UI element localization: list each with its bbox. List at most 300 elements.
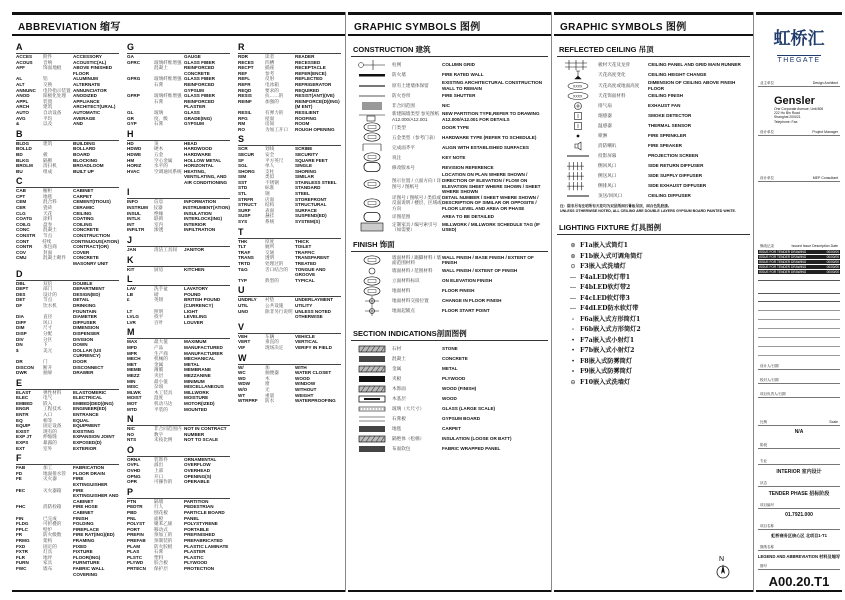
finish-legend-row [348,255,551,266]
construction-title: CONSTRUCTION 建筑 [351,42,548,57]
abbreviation-en: MEMBRANE [184,367,212,373]
lighting-row [554,367,753,378]
abbreviation-code: AVG [16,115,26,121]
symbol-cell [352,374,392,384]
abbreviation-cn: 胶合板 [154,560,168,566]
scale-value: N/A [794,428,804,435]
legend-label-cn: 说注 [392,154,402,160]
symbol-cell [558,161,598,171]
abbreviation-en: DIAMETER [73,314,97,320]
abbreviation-code: TYP [238,277,247,283]
abbreviation-en: BOLLARD [73,146,96,152]
symbol-cell [558,191,598,201]
phase-field: 阶段 [758,443,840,449]
abbreviation-cn: 隔断 [43,157,53,163]
abbreviation-row [16,348,119,359]
abbreviation-cn: 饮水机 [43,302,57,308]
abbreviation-cn: 交通 [265,249,275,255]
abbreviation-code: & [16,121,20,127]
abbreviation-code: AFF [16,65,25,71]
abbreviation-code: W/ [238,364,244,370]
abbreviation-code: PRTECN [127,565,146,571]
abbreviation-row [127,566,230,572]
abbreviation-en: VERTICAL [295,339,318,345]
abbreviation-cn: 处理过的 [265,261,284,266]
legend-label-en: FABRIC WRAPPED PANEL [442,446,501,452]
abbreviation-code: CPT [16,193,26,199]
legend-label-en: CONCRETE [442,356,468,362]
abbreviation-en: OPERABLE [184,479,210,485]
abbreviation-en: FIXED [73,543,87,549]
abbreviation-code: HORIZ [127,163,142,169]
abbreviation-code: INFILTR [127,227,145,233]
abbreviation-en: HEATING, VENTILATING, AND AIR CONDITIONING [184,168,228,185]
revision-list [756,250,842,274]
abbreviation-en: MILLWORK [184,389,210,395]
top-rule [12,12,345,15]
section-legend-row [348,374,551,384]
abbreviation-code: PORT [127,526,140,532]
abbreviation-en: DOOR [73,358,87,364]
legend-label-en: CEILING DIFFUSER [648,193,691,199]
abbreviation-en: ACCESSORY [73,54,102,59]
abbreviation-cn: 无 [265,386,270,392]
revision-date: 00/00/00 [826,269,839,274]
abbreviation-code: FE [16,476,22,482]
abbreviation-code: EXPS [16,440,29,446]
legend-label-cn: 详图号 / 图纸号 / 类似或反面说明 / 楼层、区域或方向 [392,194,442,211]
abbreviation-en: ORNAMENTAL [184,456,217,462]
abbreviation-en: RECESSED [295,59,321,65]
abbreviation-en: ENTRANCE [73,412,99,418]
abbreviation-code: MFD [127,344,137,350]
abbreviation-code: DIFF [16,319,27,325]
abbreviation-cn: 杂项 [154,384,164,390]
drawing-title-field: 图纸名称 [758,545,840,551]
abbreviation-en: MISCELLANEOUS [184,384,224,390]
finish-legend-row [348,286,551,296]
abbreviation-code: PLSTC [127,554,143,560]
abbreviation-code: BU [16,168,23,174]
abbreviation-cn: 分配 [43,330,53,336]
abbreviation-en: INSULATION [184,210,212,216]
abbreviation-cn: 厕所 [265,244,275,250]
abbreviation-en: ENGINEER(ED) [73,406,107,412]
abbreviation-code: SGL [238,163,248,169]
abbreviation-cn: 预加工的 [154,532,173,538]
legend-label-en: CEILING HEIGHT CHANGE [648,72,707,78]
abbreviation-cn: 最大值 [154,339,168,345]
abbreviation-code: REFR [238,81,251,87]
abbreviation-cn: 装饰件 [154,456,168,462]
abbreviation-row [16,370,119,376]
legend-label-en: CARPET [442,426,461,432]
abbreviation-en: FIRE RAT(ING)(ED) [73,532,115,538]
top-rule [756,12,842,15]
legend-label-en: WALL FINISH / BASE FINISH / EXTENT OF FINISH [442,254,534,266]
abbreviation-cn: 壁炉 [43,526,53,532]
abbreviation-row [127,479,230,485]
abbreviation-en: PROTECTION [184,565,215,571]
ceiling-diffuser-icon [561,191,595,201]
abbreviation-cn: 节点 [43,297,53,303]
abbreviation-en: CONSTRUCTION [73,233,111,239]
abbreviation-code: WT [238,392,246,398]
abbreviation-cn: 灭火器箱 [43,487,62,493]
abbreviation-code: LT [127,308,133,314]
abbreviation-en: BRITISH POUND (CURRENCY) [184,297,221,308]
floor-change-icon [355,296,389,306]
revision-description: ISSUE FOR TENDER DRAWING [759,264,807,269]
abbreviation-code: POLYST [127,521,145,527]
abbreviation-cn: 家具 [43,560,53,566]
legend-label-en: FLOOR FINISH [442,288,475,294]
abbreviation-cn: 混凝土 [43,227,57,233]
section-legend-row [348,434,551,444]
drawing-number-field: 图号 [758,564,840,570]
section-legend-row [348,424,551,434]
legend-label-en: FIRE SPEAKER [648,143,682,149]
abbreviation-en: REINFORCE(D)(ING)(M ENT) [295,98,340,110]
abbreviation-code: CLG [16,210,26,216]
finish-legend-row [348,306,551,316]
abbreviation-cn: 标准 [265,185,275,191]
ceiling-legend-row [554,111,753,121]
abbreviation-cn: 工程技术 [43,406,62,412]
abbreviation-cn: 五金 [154,151,164,157]
abbreviation-code: RFG [238,115,248,121]
lighting-row [554,346,753,357]
ceiling-note-en: UNLESS OTHERWISE NOTED, ALL CEILING ARE DOUBLE LAYERS GYPSUM BOARD PAINTED WHITE. [560,208,736,213]
revision-description: ISSUE FOR TENDER DRAWING [759,249,807,254]
legend-label-cn: 详图范围 [392,213,411,219]
existing-wall-icon [355,81,389,91]
revision-date: 00/00/00 [826,249,839,254]
abbreviation-code: UTIL [238,302,249,308]
lighting-row [554,336,753,347]
abbreviation-code: STL [238,191,247,197]
symbol-cell [352,198,392,208]
ceiling-legend-row [554,141,753,151]
legend-label-cn: 板材天花及龙骨 [598,62,631,68]
abbreviation-en: ELECTRICAL [73,395,103,401]
wood-finish-hatch-icon [355,384,389,394]
abbreviation-code: CER [16,205,26,211]
project-name-value: 虹桥商务区核心区 北项目1-T1 [771,532,827,538]
legend-label-en: GLASS (LARGE SCALE) [442,406,496,412]
abbreviation-en: WITHOUT [295,386,317,392]
abbreviation-code: STRFR [238,196,254,202]
abbreviation-row [16,476,119,487]
letter-heading: D [16,269,119,281]
abbreviation-code: FHC [16,504,26,510]
abbreviation-cn: 塑料 [154,554,164,560]
abbreviation-cn: 支柱 [265,168,275,174]
abbreviation-en: MINIMUM [184,378,205,384]
abbreviation-code: NO [127,431,134,437]
abbreviation-cn: 相等 [43,417,53,423]
abbreviation-en: PORTABLE [184,526,209,532]
construction-legend-row [348,60,551,70]
legend-label-en: NIC [442,103,450,109]
abbreviation-cn: 玻璃纤维增强石膏 [154,93,182,104]
abbreviation-cn: 舌口结合的 [265,266,288,272]
abbreviation-cn: 读者 [265,54,275,59]
abbreviation-cn: 玻璃纤维增强石膏 [154,76,182,87]
graphic-symbols-panel [348,12,552,592]
letter-heading: O [127,445,230,457]
abbreviation-code: LVR [127,319,136,325]
abbreviation-cn: 玻璃纤维增强混凝土 [154,59,182,71]
symbol-cell [558,111,598,121]
light-fixture-label: F8嵌入式防雾筒灯 [580,357,633,365]
abbreviation-code: MECH [127,356,141,362]
abbreviation-en: EQUIPMENT [73,423,101,429]
ceiling-dimension-icon [561,81,595,91]
abbreviation-cn: 建筑 [43,140,53,146]
symbol-cell [352,132,392,142]
abbreviation-title: ABBREVIATION 缩写 [18,22,121,33]
abbreviation-cn: 垂直的 [265,339,279,345]
abbreviation-code: SYS [238,219,248,225]
abbreviation-cn: 节点 [43,233,53,239]
legend-label-en: THERMAL SENSOR [648,123,692,129]
abbreviation-code: BROLM [16,163,33,169]
finish-legend-row [348,266,551,276]
stamp-field [758,378,840,384]
abbreviation-code: TLT [238,244,247,250]
abbreviation-code: NTS [127,437,137,443]
construction-legend-row [348,80,551,91]
abbreviation-code: INSUL [127,210,141,216]
column-grid-icon [355,60,389,70]
abbreviation-en: MANUFACTURED [184,344,223,350]
revision-description: ISSUE FOR TENDER DRAWING [759,259,807,264]
legend-label-en: SIDE RETURN DIFFUSER [648,163,704,169]
symbol-cell [558,91,598,101]
stone-hatch-icon [355,344,389,354]
abbreviation-code: OVHD [127,468,141,474]
symbol-cell [352,276,392,286]
abbreviation-cn: 面板 [154,515,164,521]
symbol-cell [352,101,392,111]
abbreviation-en: BUILDING [73,140,96,146]
abbreviation-code: BLKG [16,157,30,163]
abbreviation-en: CEILING [73,210,92,216]
ceiling-note-cn: 注：除非另有注明所有天花均为双层纸面石膏板吊顶，面白色乳胶漆。 [560,204,672,209]
legend-label-cn: 布面软包 [392,446,411,452]
abbreviation-row [238,99,341,110]
abbreviation-code: DN [16,342,23,348]
ceiling-height-icon [561,70,595,80]
light-fixture-label: F7b嵌入式小射灯2 [580,347,635,355]
lighting-row [554,283,753,294]
abbreviation-code: SST [238,179,247,185]
designer-field: 设计单位 Project Manager [760,129,838,134]
abbreviation-cn: 可折叠的 [43,521,62,527]
abbreviation-en: REFER(ENCE) [295,70,327,76]
abbreviation-cn: 瓷砖 [43,205,53,211]
construction-legend-row [348,172,551,194]
lighting-row [554,294,753,305]
abbreviation-code: ALT [16,81,25,87]
abbreviation-panel [12,12,346,592]
wall-finish-icon [355,255,389,265]
abbreviation-en: FLOOR DRAIN [73,470,105,476]
abbreviation-code: TRANS [238,255,254,261]
abbreviation-code: DIA [16,314,24,320]
abbreviation-cn: 固定设备 [43,423,62,429]
abbreviation-en: MAXIMUM [184,339,207,345]
abbreviation-cn: 弹性材料 [43,389,62,395]
abbreviation-cn: 架构 [43,537,53,543]
top-rule [554,12,753,15]
abbreviation-en: PARTITION [184,498,209,504]
abbreviation-cn: 抽屉 [43,370,53,376]
abbreviation-cn: 加强的 [265,98,279,104]
abbreviation-cn: 现有的 [43,428,57,434]
abbreviation-en: PLASTER [184,549,206,555]
legend-label-en: PLYWOOD [442,376,466,382]
abbreviation-cn: 联锁 [154,216,164,222]
symbol-cell [558,81,598,91]
abbreviation-cn: 金属 [154,361,164,367]
section-legend-row [348,384,551,394]
legend-label-en: FLOOR START POINT [442,308,490,314]
abbreviation-cn: 涂料 [43,216,53,222]
symbol-cell [352,306,392,316]
symbol-cell [352,394,392,404]
legend-label-en: METAL [442,366,458,372]
abbreviation-en: LOUVER [184,319,204,325]
abbreviation-code: PEDTR [127,504,143,510]
abbreviation-cn: 组成 [43,168,53,174]
abbreviation-cn: 灭火器 [43,476,57,482]
abbreviation-row [16,504,119,515]
abbreviation-en: FRAMING [73,537,95,543]
abbreviation-en: DEPARTMENT [73,286,105,292]
legend-label-en: CEILING PANEL AND GRID MAIN RUNNER [648,62,741,68]
abbreviation-en: REFLECTED [295,76,323,82]
abbreviation-en: THICK [295,238,310,244]
legend-label-cn: 门类型 [392,124,406,130]
abbreviation-cn: 消防栓箱 [43,504,62,510]
letter-heading: M [127,327,230,339]
abbreviation-cn: 石膏 [154,121,164,127]
abbreviation-code: £ [127,297,130,303]
abbreviation-cn: 电铃指示装置 [43,87,71,93]
light-fixture-label: F3嵌入式洗墙灯 [580,263,626,271]
abbreviation-cn: 入口 [43,412,53,418]
metal-hatch-icon [355,364,389,374]
abbreviation-cn: 铝 [43,76,48,82]
abbreviation-en: ALUMINUM [73,76,99,82]
project-number-field: 项目编号 [758,503,840,509]
abbreviation-en: GAUGE [184,54,201,59]
abbreviation-code: SF [238,157,244,163]
hardware-type-icon [355,132,389,142]
abbreviation-cn: 窗 [265,381,270,387]
abbreviation-en: FOLDING [73,521,94,527]
abbreviation-code: COILG [16,221,31,227]
abbreviation-code: MAX [127,339,138,345]
abbreviation-en: REFRIGERATOR [295,81,332,87]
abbreviation-en: HORIZONTAL [184,163,214,169]
drawing-sheet [8,4,842,596]
abbreviation-en: SHORING [295,168,317,174]
legend-label-cn: 消防喇叭 [598,143,617,149]
abbreviation-code: PLAS [127,549,140,555]
abbreviation-row [238,345,341,351]
abbreviation-en: ANODIZED [73,93,97,99]
abbreviation-row [16,446,119,452]
scale-field: 比例 Scale [760,419,838,424]
abbreviation-en: HARDWARE [184,151,212,157]
drawing-number: A00.20.T1 [768,573,830,589]
abbreviation-code: EQ [16,417,23,423]
abbreviation-code: WTRPRF [238,398,258,404]
legend-label-cn: 排气扇 [598,103,612,109]
light-fixture-label: F4dLED防水软灯带 [580,305,639,313]
stamp-label: 项目负责人/日期 [760,391,786,396]
abbreviation-cn: 洗手盆 [154,286,168,292]
symbol-cell [352,255,392,265]
abbreviation-en: STEEL [295,191,310,197]
ceiling-legend-row [554,181,753,191]
abbreviation-code: $ [16,347,19,353]
fire-speaker-icon [561,141,595,151]
abbreviation-row [16,255,119,266]
abbreviation-cn: 地面排水管 [43,470,66,476]
abbreviation-code: EXIST [16,428,30,434]
light-fixture-icon: — [570,274,576,281]
abbreviation-en: WATER CLOSET [295,370,332,376]
abbreviation-cn: 参考 [265,70,275,76]
bottom-rule [348,590,551,592]
abbreviation-en: ROOM [295,121,310,127]
abbreviation-code: SECUR [238,151,255,157]
abbreviation-code: SCR [238,146,248,152]
legend-label-en: PROJECTION SCREEN [648,153,699,159]
symbol-cell [558,70,598,80]
bottom-rule [756,590,842,592]
abbreviation-cn: 屋面 [265,115,275,121]
abbreviation-code: HD [127,140,134,146]
legend-label-en: DIMENSION OF CEILING ABOVE FINISH FLOOR [648,80,736,91]
legend-label-cn: 温感器 [598,123,612,129]
abbreviation-cn: 厚度 [265,238,275,244]
abbreviation-code: ENTR [16,412,29,418]
abbreviation-cn: 反射 [265,76,275,82]
abbreviation-cn: 下 [43,342,48,348]
stamp-label: 校对人/日期 [760,377,779,382]
abbreviation-code: CAB [16,188,26,194]
abbreviation-cn: 持续 [42,238,52,244]
abbreviation-en: CONTINUOUS(ATION) [71,238,119,244]
legend-label-en: DOOR TYPE [442,124,470,130]
gypsum-hatch-icon [355,414,389,424]
abbreviation-cn: 玻璃 [154,109,164,115]
abbreviation-cn: 开口 [154,473,164,479]
legend-label-en: CHANGE IN FLOOR FINISH [442,298,502,304]
legend-label-en: ON ELEVATION FINISH [442,278,493,284]
abbreviation-cn: 地坪 [43,554,53,560]
abbreviation-code: RESIS [238,93,252,99]
abbreviation-code: HM [127,157,135,163]
abbreviation-en: EXPOSED(D) [73,440,102,446]
legend-label-cn: 墙面材料 / 范围材料 [392,268,433,274]
abbreviation-cn: 防火胶板 [154,543,173,549]
